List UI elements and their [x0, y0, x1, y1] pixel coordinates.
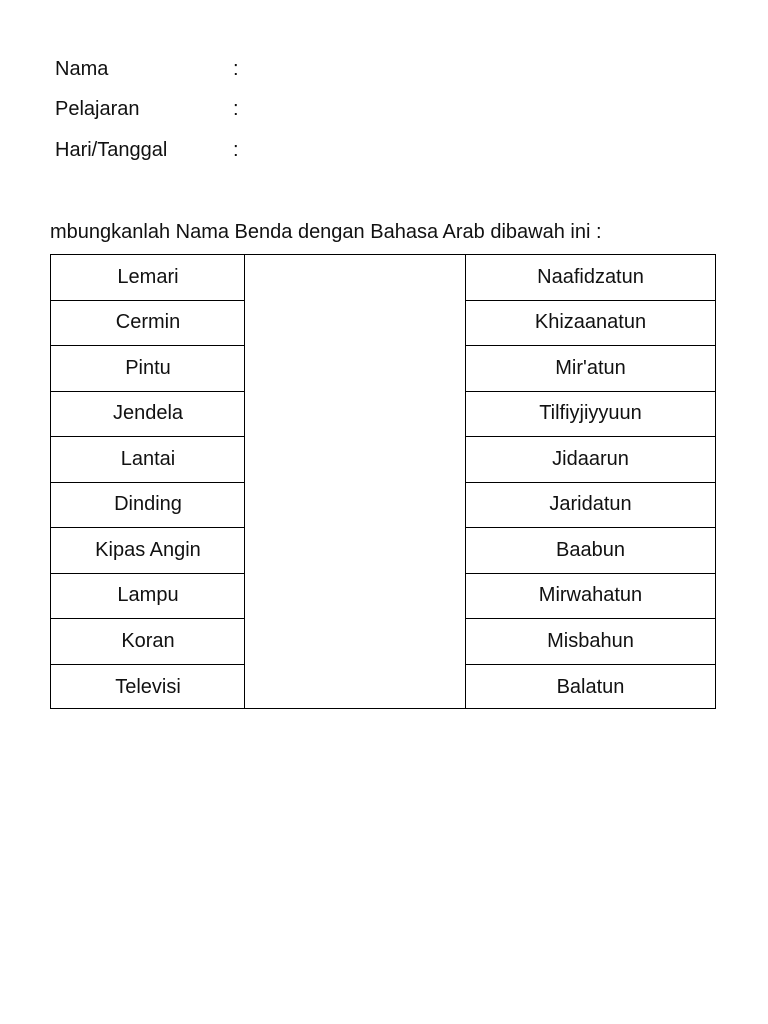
right-cell: Khizaanatun: [466, 301, 715, 347]
info-label-pelajaran: Pelajaran: [55, 98, 140, 120]
right-cell: Misbahun: [466, 619, 715, 665]
right-cell: Jaridatun: [466, 483, 715, 529]
left-cell: Lantai: [51, 437, 245, 483]
info-colon-pelajaran: :: [233, 98, 239, 120]
left-cell: Pintu: [51, 346, 245, 392]
matching-gap-column: [244, 254, 466, 709]
left-cell: Jendela: [51, 392, 245, 438]
info-label-hari-tanggal: Hari/Tanggal: [55, 139, 168, 161]
left-cell: Dinding: [51, 483, 245, 529]
right-cell: Mir'atun: [466, 346, 715, 392]
left-cell: Cermin: [51, 301, 245, 347]
left-cell: Lemari: [51, 255, 245, 301]
right-cell: Jidaarun: [466, 437, 715, 483]
right-cell: Naafidzatun: [466, 255, 715, 301]
info-row-hari-tanggal: [55, 135, 355, 165]
info-colon-nama: :: [233, 58, 239, 80]
info-label-nama: Nama: [55, 58, 109, 80]
info-colon-hari-tanggal: :: [233, 139, 239, 161]
right-column: [466, 254, 716, 709]
right-cell: Baabun: [466, 528, 715, 574]
left-cell: Televisi: [115, 675, 181, 698]
left-column: [50, 254, 245, 709]
right-cell: Balatun: [556, 675, 625, 698]
right-cell: Mirwahatun: [466, 574, 715, 620]
left-cell: Lampu: [51, 574, 245, 620]
left-cell: Kipas Angin: [51, 528, 245, 574]
instruction-text: mbungkanlah Nama Benda dengan Bahasa Arab dibawah ini :: [50, 221, 602, 243]
left-cell: Koran: [51, 619, 245, 665]
info-row-pelajaran: [55, 94, 355, 124]
right-cell: Tilfiyjiyyuun: [466, 392, 715, 438]
info-row-nama: [55, 54, 355, 84]
matching-table: [50, 254, 716, 709]
